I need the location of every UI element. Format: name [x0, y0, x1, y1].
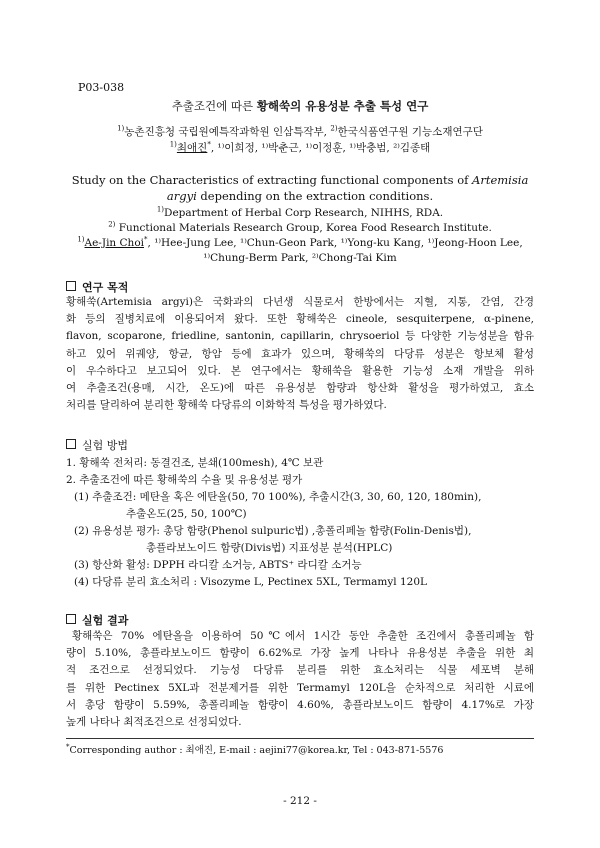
abstract-code: P03-038 [78, 81, 125, 94]
coauthors-ko: , ¹⁾이희정, ¹⁾박춘근, ¹⁾이정훈, ¹⁾박충범, ²⁾김종태 [210, 142, 431, 154]
coauthors-en-2: ¹⁾Chung-Berm Park, ²⁾Chong-Tai Kim [203, 252, 397, 264]
corresponding-mark: * [207, 140, 211, 149]
checkbox-square-icon [66, 439, 76, 449]
list-item: 1. 황해쑥 전처리: 동결건조, 분쇄(100mesh), 4℃ 보관 [66, 457, 324, 469]
text-line: 적 조건으로 선정되었다. 기능성 다당류 분리를 위한 효소처리는 식물 세포벽 분해 [66, 664, 534, 677]
list-item: (3) 항산화 활성: DPPH 라디칼 소거능, ABTS⁺ 라디칼 소거능 [74, 559, 362, 571]
page-number: - 212 - [283, 795, 317, 807]
footnote [66, 742, 443, 756]
footnote-divider [66, 738, 534, 739]
section-methods-list [66, 455, 536, 591]
aff-en-sup-2: 2) [108, 220, 116, 229]
text-line: 서 총당 함량이 5.59%, 총폴리페놀 함량이 4.60%, 총플라보노이드 함량이 4.17%로 가장 [66, 698, 534, 711]
list-item: (2) 유용성분 평가: 총당 함량(Phenol sulpuric법) ,총폴리페놀 함량(Folin-Denis법), [74, 525, 472, 537]
aff-org-2: 한국식품연구원 기능소재연구단 [337, 126, 483, 138]
aff-sup-1: 1) [117, 124, 125, 133]
corresponding-mark-en: * [144, 235, 148, 244]
corresponding-author-en: Ae-Jin Choi [84, 237, 145, 249]
text-line: 이 우수하다고 보고되어 있다. 본 연구에서는 황해쑥을 활용한 기능성 소재 개발을 위하 [66, 364, 534, 377]
affiliation-english-1 [60, 206, 540, 221]
list-item: 2. 추출조건에 따른 황해쑥의 수율 및 유용성분 평가 [66, 474, 303, 486]
aff-org-1: 농촌진흥청 국립원예특작과학원 인삼특작부, [124, 126, 331, 138]
title-en-species: argyi [166, 189, 197, 203]
footnote-mark: * [66, 742, 70, 751]
coauthors-en-1: , ¹⁾Hee-Jung Lee, ¹⁾Chun-Geon Park, ¹⁾Yong-ku Kang, ¹⁾Jeong-Hoon Lee, [147, 237, 523, 249]
section-title: 연구 목적 [82, 281, 129, 294]
section-purpose-body [66, 294, 534, 414]
section-title: 실험 결과 [82, 614, 129, 627]
aff-en-sup-1: 1) [156, 205, 165, 214]
text-line: 황해쑥(Artemisia argyi)은 국화과의 다년생 식물로서 한방에서는 지혈, 지통, 간염, 간경 [66, 296, 534, 308]
author-en-sup: 1) [77, 235, 85, 244]
aff-en-org-1: Department of Herbal Corp Research, NIHHS, RDA. [164, 207, 444, 219]
text-line: flavon, scoparone, friedline, santonin, capillarin, chrysoeriol 등 다양한 기능성분을 함유 [66, 330, 534, 343]
title-korean [0, 98, 600, 114]
authors-korean [60, 141, 540, 156]
section-results-body [66, 628, 534, 731]
text-line: 여 추출조건(용매, 시간, 온도)에 따른 유용성분 함량과 항산화 활성을 평가하였고, 효소 [66, 382, 534, 395]
title-en-part2: depending on the extraction conditions. [196, 189, 434, 203]
list-item: 추출온도(25, 50, 100℃) [126, 508, 247, 520]
author-sup: 1) [169, 140, 177, 149]
text-line: 높게 나타나 최적조건으로 선정되었다. [66, 716, 242, 729]
checkbox-square-icon [66, 281, 76, 291]
text-line: 화 등의 질병치료에 이용되어져 왔다. 또한 황해쑥은 cineole, sesquiterpene, α-pinene, [66, 313, 534, 326]
text-line: 처리를 달리하여 분리한 황해쑥 다당류의 이화학적 특성을 평가하였다. [66, 399, 387, 412]
title-korean-bold: 황해쑥의 유용성분 추출 특성 연구 [256, 99, 429, 113]
title-en-part1: Study on the Characteristics of extracting functional components of [71, 173, 473, 187]
aff-sup-2: 2) [330, 124, 338, 133]
section-heading-purpose [66, 279, 128, 295]
aff-en-org-2: Functional Materials Research Group, Korea Food Research Institute. [115, 222, 492, 234]
list-item: 총플라보노이드 함량(Divis법) 지표성분 분석(HPLC) [146, 542, 393, 554]
authors-english-line1 [40, 236, 560, 251]
text-line: 황해쑥은 70% 에탄올을 이용하여 50℃에서 1시간 동안 추출한 조건에서 총폴리페놀 함 [72, 630, 534, 642]
text-line: 를 위한 Pectinex 5XL과 전분제거를 위한 Termamyl 120L을 순차적으로 처리한 시료에 [66, 681, 534, 694]
text-line: 하고 있어 위궤양, 항균, 항암 등에 효과가 있으며, 황해쑥의 다당류 성분은 항보체 활성 [66, 347, 534, 360]
corresponding-author-ko: 최애진 [176, 142, 208, 154]
title-korean-prefix: 추출조건에 따른 [171, 99, 257, 113]
title-en-genus: Artemisia [472, 173, 529, 187]
footnote-text: Corresponding author : 최애진, E-mail : aejini77@korea.kr, Tel : 043-871-5576 [69, 745, 444, 756]
section-title: 실험 방법 [82, 439, 129, 452]
title-english [60, 172, 540, 204]
list-item: (1) 추출조건: 메탄올 혹은 에탄올(50, 70 100%), 추출시간(3, 30, 60, 120, 180min), [74, 491, 482, 503]
affiliation-english-2 [60, 221, 540, 236]
section-heading-methods [66, 437, 128, 453]
text-line: 량이 5.10%, 총플라보노이드 함량이 6.62%로 가장 높게 나타나 유용성분 추출을 위한 최 [66, 647, 534, 660]
authors-english-line2 [60, 251, 540, 266]
list-item: (4) 다당류 분리 효소처리 : Visozyme L, Pectinex 5XL, Termamyl 120L [74, 576, 428, 588]
affiliation-korean [60, 125, 540, 140]
checkbox-square-icon [66, 614, 76, 624]
section-heading-results [66, 612, 128, 628]
